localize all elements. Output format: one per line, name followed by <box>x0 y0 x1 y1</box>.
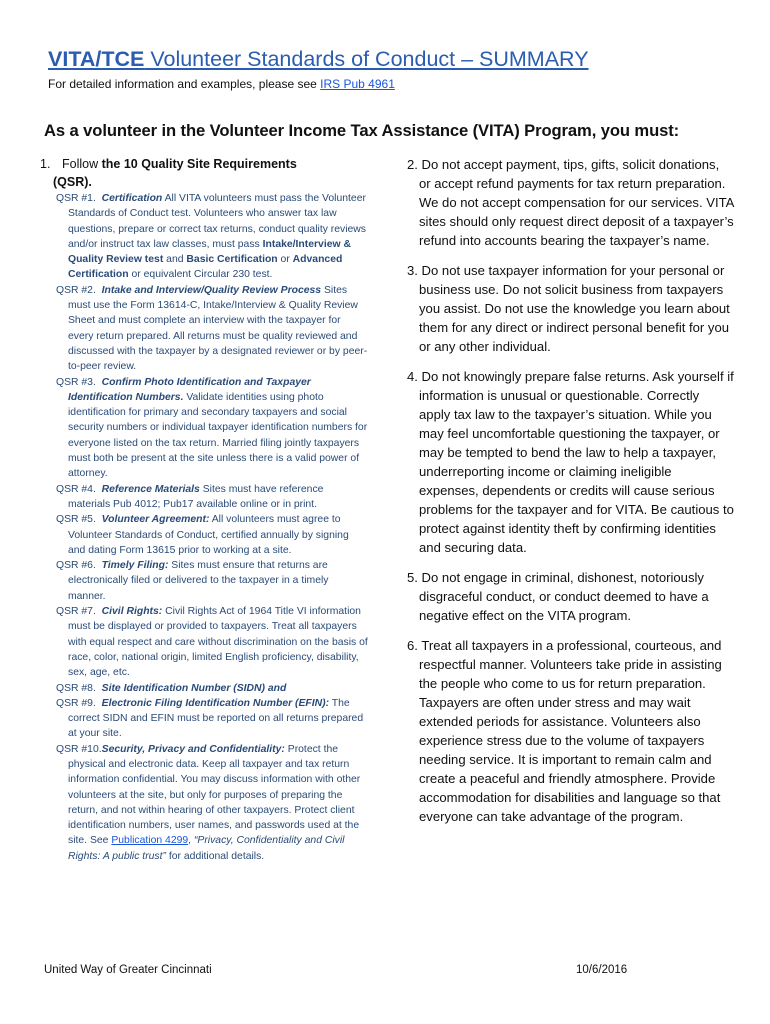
footer-organization: United Way of Greater Cincinnati <box>44 964 212 976</box>
qsr-id: QSR #6. <box>56 560 96 572</box>
qsr-text: Sites must use the Form 13614-C, Intake/Interview & Quality Review Sheet and must complete an interview with the taxpayer for every return prepared. All returns must be quality reviewed and discussed with the taxpayer by a designated reviewer or by peer-to-peer review. <box>68 284 368 373</box>
qsr-text: for additional details. <box>165 850 265 862</box>
qsr-4 <box>38 482 368 513</box>
qsr-text: Sites must ensure that returns are electronically filed or delivered to the taxpayer in a timely manner. <box>68 560 329 602</box>
qsr-8 <box>38 681 368 696</box>
qsr-text: Sites must have reference materials Pub 4012; Pub17 available online or in print. <box>68 483 324 510</box>
qsr-text: Civil Rights Act of 1964 Title VI information must be displayed or provided to taxpayers. Treat all taxpayers with equal respect and care without discrimination on the basis of race, color, national origin, limited English proficiency, disability, sex, age, etc. <box>68 606 368 679</box>
qsr-id: QSR #2. <box>56 284 96 296</box>
document-title <box>48 47 589 72</box>
qsr-id: QSR #8. <box>56 682 96 694</box>
qsr-title: Site Identification Number (SIDN) and <box>101 682 287 694</box>
subtitle <box>48 77 395 91</box>
qsr-text: , <box>188 835 194 847</box>
qsr-title: Electronic Filing Identification Number (EFIN): <box>101 697 330 709</box>
item-prefix: Follow <box>62 157 102 171</box>
qsr-text: Protect the physical and electronic data. Keep all taxpayer and tax return information confidential. You may discuss information with other volunteers at the site, but only for purposes of preparing the return, and not within hearing of other taxpayers. Protect client identification numbers, user names, and passwords used at the site. See <box>68 743 361 847</box>
list-item-5: 5. Do not engage in criminal, dishonest, notoriously disgraceful conduct, or conduct deemed to have a negative effect on the VITA program. <box>407 570 709 623</box>
qsr-text: All VITA volunteers must pass the Volunteer Standards of Conduct test. Volunteers who answer tax law questions, prepare or correct tax returns, conduct quality reviews and/or instruct tax law classes, must pass <box>68 193 367 250</box>
qsr-italic: “Privacy, Confidentiality and Civil Rights: A public trust” <box>68 835 345 862</box>
qsr-1 <box>38 191 368 283</box>
qsr-title: Timely Filing: <box>101 560 169 572</box>
list-item-3: 3. Do not use taxpayer information for your personal or business use. Do not solicit business from taxpayers you assist. Do not use the knowledge you learn about them for any direct or indirect personal benefit for you or any other individual. <box>407 263 730 354</box>
publication-4299-link[interactable]: Publication 4299 <box>111 835 189 847</box>
qsr-bold: Advanced Certification <box>68 254 343 281</box>
qsr-5 <box>38 512 368 558</box>
list-item-2: 2. Do not accept payment, tips, gifts, solicit donations, or accept refund payments for tax return preparation. We do not accept compensation for our services. VITA sites should only request direct deposit of a taxpayer’s refund into accounts bearing the taxpayer’s name. <box>407 157 734 248</box>
footer-date: 10/6/2016 <box>576 964 628 976</box>
item-bold: the 10 Quality Site Requirements <box>101 157 297 171</box>
qsr-title: Volunteer Agreement: <box>101 514 210 526</box>
qsr-id: QSR #10. <box>56 743 102 755</box>
list-item-1 <box>38 155 368 191</box>
qsr-title: Security, Privacy and Confidentiality: <box>101 743 285 755</box>
qsr-title: Reference Materials <box>101 483 200 495</box>
qsr-title: Intake and Interview/Quality Review Process <box>101 284 322 296</box>
qsr-text: All volunteers must agree to Volunteer Standards of Conduct, certified annually by signing and dating Form 13615 prior to working at a site. <box>68 514 349 556</box>
qsr-text: or <box>277 254 293 266</box>
qsr-text: or equivalent Circular 230 test. <box>128 269 273 281</box>
title-text: Volunteer Standards of Conduct – SUMMARY <box>144 47 589 71</box>
qsr-6 <box>38 558 368 604</box>
item-bold-cont: (QSR). <box>53 175 92 189</box>
list-item-6: 6. Treat all taxpayers in a professional, courteous, and respectful manner. Volunteers take pride in assisting the people who come to us for return preparation. Taxpayers are often under stress and may wait extended periods for assistance. Volunteers also experience stress due to the volume of taxpayers needing service. It is important to remain calm and create a peaceful and friendly atmosphere. Provide accommodation for disabilities and language so that everyone can take advantage of the program. <box>407 638 722 824</box>
qsr-id: QSR #7. <box>56 606 96 618</box>
irs-pub-link[interactable]: IRS Pub 4961 <box>320 77 395 91</box>
section-heading: As a volunteer in the Volunteer Income Tax Assistance (VITA) Program, you must: <box>44 121 680 140</box>
qsr-9 <box>38 696 368 742</box>
qsr-title: Confirm Photo Identification and Taxpayer Identification Numbers. <box>68 376 311 403</box>
right-column <box>404 155 734 837</box>
qsr-id: QSR #3. <box>56 376 96 388</box>
qsr-3 <box>38 375 368 482</box>
qsr-10 <box>38 742 368 864</box>
qsr-title: Certification <box>101 193 163 204</box>
qsr-id: QSR #5. <box>56 514 96 526</box>
list-item-4: 4. Do not knowingly prepare false returns. Ask yourself if information is unusual or questionable. Correctly apply tax law to the taxpayer’s situation. While you may feel uncomfortable questioning the taxpayer, or may be tempted to bend the law to help a taxpayer, underreporting income or claiming ineligible expenses, dependents or credits will cause serious problems for the taxpayer and for VITA. Be cautious to protect against identity theft by confirming identities and securing data. <box>407 369 734 555</box>
qsr-text: The correct SIDN and EFIN must be reported on all returns prepared at your site. <box>68 697 364 740</box>
qsr-7 <box>38 604 368 680</box>
qsr-title: Civil Rights: <box>101 606 163 618</box>
title-acronym: VITA/TCE <box>48 47 145 71</box>
qsr-2 <box>38 283 368 375</box>
qsr-id: QSR #9. <box>56 697 96 709</box>
subtitle-text: For detailed information and examples, please see <box>48 77 321 91</box>
item-number: 1. <box>40 157 51 171</box>
qsr-text: and <box>163 254 187 266</box>
qsr-bold: Basic Certification <box>186 254 278 266</box>
qsr-id: QSR #4. <box>56 483 96 495</box>
qsr-bold: Intake/Interview & Quality Review test <box>68 238 351 266</box>
qsr-id: QSR #1. <box>56 193 96 204</box>
qsr-text: Validate identities using photo identification for primary and secondary taxpayers and social security numbers or individual taxpayer identification numbers for everyone listed on the tax return. Married filing jointly taxpayers must both be present at the site unless there is a valid power of attorney. <box>68 391 368 480</box>
left-column <box>38 155 368 864</box>
